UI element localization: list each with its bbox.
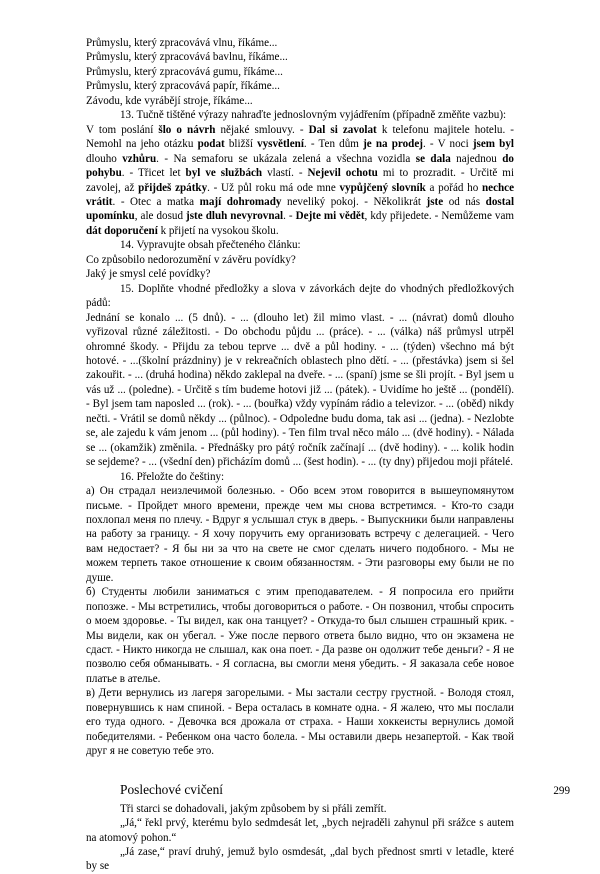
listening-paragraph-1: Tři starci se dohadovali, jakým způsobem by si přáli zemřít. bbox=[120, 802, 387, 815]
intro-line-3: Průmyslu, který zpracovává gumu, říkáme... bbox=[86, 65, 283, 78]
listening-heading: Poslechové cvičení bbox=[120, 781, 223, 797]
exercise-13-body: V tom poslání šlo o návrh nějaké smlouvy. - Dal si zavolat k telefonu majitele hotelu. - Nemohl na jeho otázku podat bližší vysvětlení. - Ten dům je na prodej. - V noci jsem byl dlouho vzhůru. - Na semaforu se ukázala zelená a všechna vozidla se dala najednou do pohybu. - Třicet let byl ve službách vlastí. - Nejevil ochotu mi to prozradit. - Určitě mi zavolej, až přijdeš zpátky. - Už půl roku má ode mne vypůjčený slovník a pořád ho nechce vrátit. - Otec a matka mají dohromady neveliký pokoj. - Několikrát jste od nás dostal upomínku, ale dosud jste dluh nevyrovnal. - Dejte mi vědět, kdy přijedete. - Nemůžeme vam dát doporučení k přijetí na vysokou školu. bbox=[86, 123, 515, 237]
exercise-15-prompt: 15. Doplňte vhodné předložky a slova v závorkách dejte do vhodných předložkových pádů: bbox=[86, 282, 514, 310]
exercise-14-question-1: Co způsobilo nedorozumění v závěru povídky? bbox=[86, 253, 296, 266]
exercise-13-prompt: 13. Tučně tištěné výrazy nahraďte jednoslovným vyjádřením (případně změňte vazbu): bbox=[120, 109, 507, 122]
listening-body bbox=[86, 802, 514, 874]
exercise-14-prompt: 14. Vypravujte obsah přečteného článku: bbox=[120, 239, 301, 252]
listening-paragraph-2: „Já,“ řekl prvý, kterému bylo sedmdesát let, „bych nejraděli zahynul při srážce s autem na atomový pohon.“ bbox=[86, 817, 514, 844]
exercise-16-part-c: в) Дети вернулись из лагеря загорелыми. - Мы застали сестру грустной. - Володя стоял, повернувшись к нам спиной. - Вера осталась в комнате одна. - Я жалею, что мы послали его туда одного. - Девочка вся дрожала от страха. - Наши хоккеисты вернулись домой победителями. - Ребенком она часто болела. - Мы оставили дверь незапертой. - Как твой друг я не советую тебе это. bbox=[86, 687, 514, 758]
exercise-15-body: Jednání se konalo ... (5 dnů). - ... (dlouho let) žil mimo vlast. - ... (návrat) domů dlouho vyřizoval různé záležitosti. - Do obchodu půjdu ... (práce). - ... (válka) náš průmysl utrpěl ohromné škody. - Přijdu za tebou teprve ... dvě a půl hodiny. - ... (týden) všechno má být hotové. - ...(školní prázdniny) je v rekreačních oblastech plno dětí. - ... (přestávka) jsem si šel zakouřit. - ... (druhá hodina) někdo zaklepal na dveře. - ... (spaní) jsme se šli projít. - Byl jsem u vás už ... (poledne). - Určitě s tím budeme hotovi již ... (pátek). - Uvidíme ho ještě ... (pondělí). - Byl jsem tam naposled ... (rok). - ... (bouřka) vždy vypínám rádio a televizor. - ... (oběd) nikdy nečti. - Vrátil se domů někdy ... (půlnoc). - Odpoledne budu doma, tak asi ... (jedna). - Nezlobte se, ale zajedu k vám jenom ... (půl hodiny). - Ten film trval něco málo ... (dvě hodiny). - Nálada se ... (okamžik) změnila. - Přednášky pro pátý ročník začínají ... (dvě hodiny). - ... kolik hodin se sejdeme? - ... (všední den) přicházím domů ... (šest hodin). - ... (ty dny) přijedou moji přátelé. bbox=[86, 311, 514, 469]
intro-line-1: Průmyslu, který zpracovává vlnu, říkáme... bbox=[86, 37, 278, 49]
intro-line-5: Závodu, kde vyrábějí stroje, říkáme... bbox=[86, 94, 253, 107]
page-content bbox=[86, 36, 514, 874]
intro-line-2: Průmyslu, který zpracovává bavlnu, říkáme... bbox=[86, 51, 288, 64]
exercise-14-question-2: Jaký je smysl celé povídky? bbox=[86, 268, 211, 281]
exercise-16-prompt: 16. Přeložte do češtiny: bbox=[120, 470, 225, 483]
page-number: 299 bbox=[553, 785, 570, 797]
intro-line-4: Průmyslu, který zpracovává papír, říkáme... bbox=[86, 80, 280, 93]
listening-paragraph-3: „Já zase,“ praví druhý, jemuž bylo osmdesát, „dal bych přednost smrti v letadle, které by se bbox=[86, 846, 514, 873]
listening-exercise bbox=[86, 781, 514, 874]
exercise-16-part-a: a) Он страдал неизлечимой болезнью. - Обо всем этом говорится в вышеупомянутом письме. - Пройдет много времени, прежде чем мы снова встретимся. - Кто-то сзади похлопал меня по плечу. - Вдруг я услышал стук в дверь. - Выпускники были направлены на работу за границу. - Я хочу поручить ему организовать встречу с делегацией. - Чего вам недостает? - Я бы ни за что на свете не смог сделать ничего подобного. - Мы не можем терпеть такое отношение к своим обязанностям. - Эти разговоры ему были не по душе. bbox=[86, 485, 514, 584]
exercise-16-part-b: б) Студенты любили заниматься с этим преподавателем. - Я попросила его прийти попозже. - Мы встретились, чтобы договориться о работе. - Он позвонил, чтобы спросить о моем здоровье. - Ты видел, как она танцует? - Откуда-то был слышен страшный крик. - Мы видели, как он убегал. - Уже после первого ответа было видно, что он экзамена не сдаст. - Никто никогда не слышал, как она поет. - Да разве он одолжит тебе деньги? - Я не позволю себя обманывать. - Я согласна, вы смогли меня убедить. - Я заказала себе новое платье в ателье. bbox=[86, 586, 514, 685]
